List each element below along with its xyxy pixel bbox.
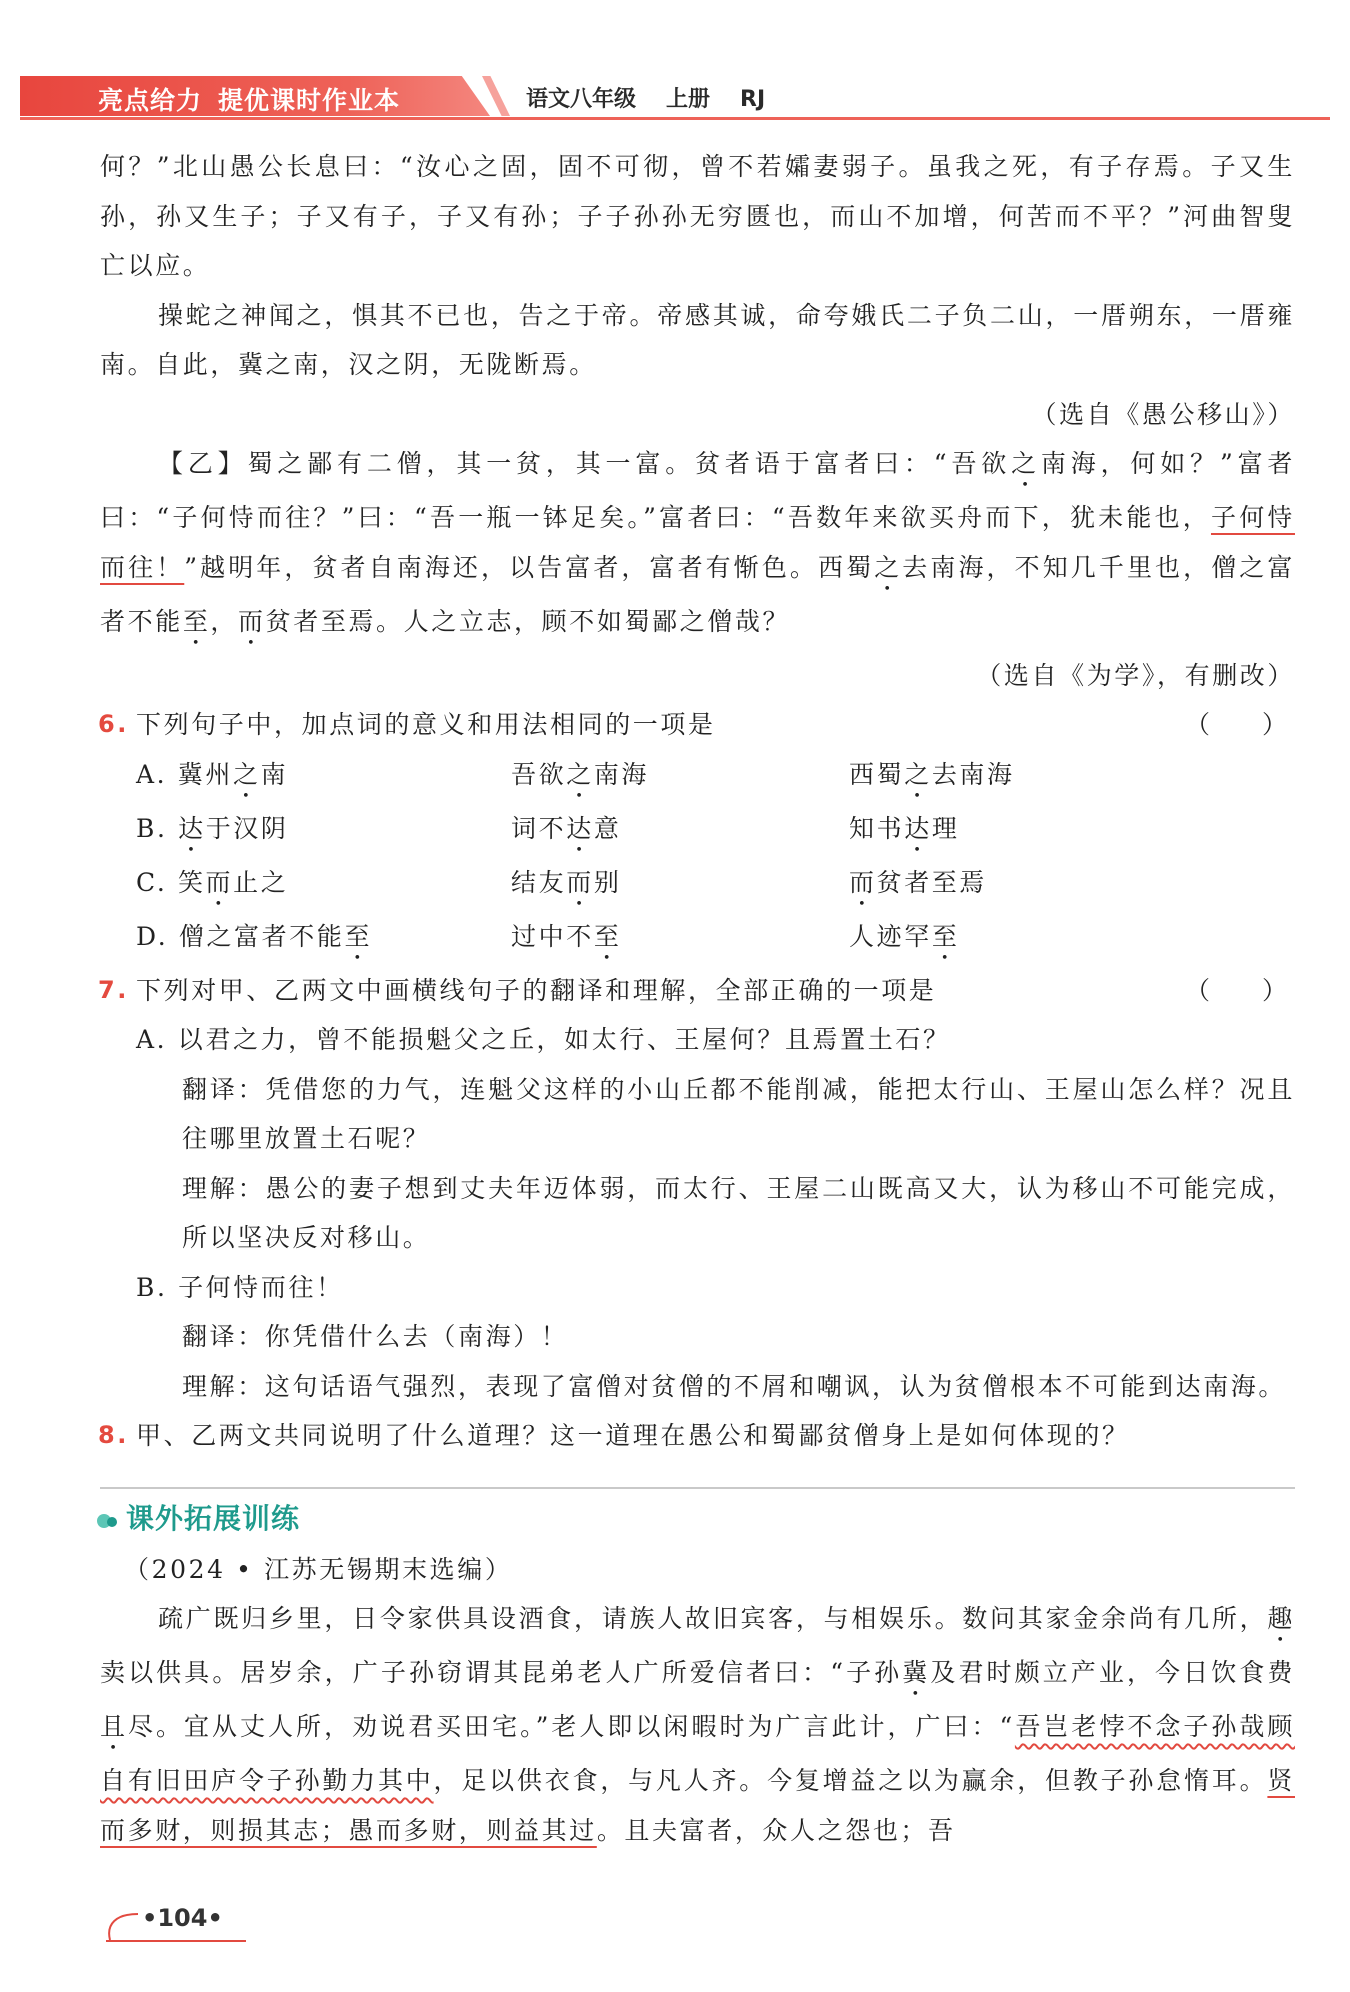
yi-text: 贫者至焉。人之立志，顾不如蜀鄙之僧哉？	[265, 606, 791, 636]
option-row	[100, 858, 1295, 912]
jia-paragraph-1: 何？”北山愚公长息曰：“汝心之固，固不可彻，曾不若孀妻弱子。虽我之死，有子存焉。子又生孙，孙又生子；子又有子，子又有孙；子子孙孙无穷匮也，而山不加增，何苦而不平？”河曲智叟亡以应。	[100, 152, 1295, 280]
dotted-word: 而	[566, 867, 594, 897]
question-6	[100, 700, 1295, 750]
dotted-word: 之	[904, 759, 932, 789]
ext-text: 疏广既归乡里，日令家供具设酒食，请族人故旧宾客，与相娱乐。数问其家金余尚有几所，	[158, 1604, 1268, 1633]
ext-text: 卖以供具。居岁余，广子孙窃谓其昆弟老人广所爱信者曰：“子孙	[100, 1658, 903, 1687]
option-cell	[511, 858, 849, 912]
header-info	[526, 82, 795, 113]
dotted-word: 至	[344, 921, 373, 951]
option-b-understanding: 理解：这句话语气强烈，表现了富僧对贫僧的不屑和嘲讽，认为贫僧根本不可能到达南海。	[182, 1371, 1287, 1401]
underlined-sentence: 贤而多财，则损其志；愚而多财，则益其过	[100, 1766, 1295, 1845]
dotted-word: 达	[904, 813, 932, 843]
dotted-word: 之	[232, 759, 261, 789]
option-cell	[511, 912, 849, 966]
option-cell	[136, 858, 511, 912]
option-text: 人迹罕	[849, 921, 932, 951]
brand-name: 亮点给力	[98, 86, 203, 115]
yi-source: （选自《为学》，有删改）	[976, 660, 1295, 690]
dotted-word: 冀	[902, 1658, 931, 1687]
question-number: 8.	[98, 1421, 130, 1449]
option-cell	[849, 858, 1295, 912]
paren-open: （	[1184, 975, 1210, 1005]
jia-paragraph-2: 操蛇之神闻之，惧其不已也，告之于帝。帝感其诚，命夸娥氏二子负二山，一厝朔东，一厝雍南。自此，冀之南，汉之阴，无陇断焉。	[100, 300, 1295, 379]
option-a-translation: 翻译：凭借您的力气，连魁父这样的小山丘都不能削减，能把太行山、王屋山怎么样？况且往哪里放置土石呢？	[182, 1074, 1295, 1153]
option-sentence: 以君之力，曾不能损魁父之丘，如太行、王屋何？且焉置土石？	[177, 1025, 951, 1054]
ext-text: 及君时颇立产业，今日饮食费	[930, 1658, 1295, 1687]
option-text: 结友	[511, 867, 567, 897]
yi-paragraph	[100, 439, 1295, 651]
option-label: A.	[136, 759, 178, 789]
header-brand	[98, 81, 401, 115]
option-b-translation: 翻译：你凭借什么去（南海）！	[182, 1322, 569, 1351]
option-text: 词不	[511, 813, 567, 843]
question-stem: 下列对甲、乙两文中画横线句子的翻译和理解，全部正确的一项是	[136, 975, 937, 1005]
ext-text: 。且夫富者，众人之怨也；吾	[596, 1815, 956, 1845]
answer-blank[interactable]	[1185, 966, 1287, 1016]
ext-text: 尽。宜从丈人所，劝说君买田宅。”老人即以闲暇时为广言此计，广曰：“	[128, 1712, 1015, 1741]
paren-close: ）	[1261, 710, 1287, 739]
question-6-options	[100, 750, 1295, 966]
footer-swoosh-icon	[102, 1912, 142, 1942]
option-a-understanding: 理解：愚公的妻子想到丈夫年迈体弱，而太行、王屋二山既高又大，认为移山不可能完成，所以坚决反对移山。	[182, 1173, 1295, 1252]
dotted-word: 至	[931, 921, 960, 951]
option-text: 去南海	[931, 759, 1015, 789]
dotted-word: 达	[566, 813, 594, 843]
question-8	[100, 1411, 1295, 1461]
section-title-text: 课外拓展训练	[126, 1501, 301, 1535]
dotted-word: 且	[100, 1712, 129, 1741]
page-header	[20, 76, 1330, 120]
paren-close: ）	[1261, 975, 1287, 1005]
jia-source: （选自《愚公移山》）	[1031, 399, 1295, 429]
ext-text: ，足以供衣食，与凡人齐。今复增益之以为赢余，但教子孙怠惰耳。	[433, 1766, 1268, 1795]
header-rule	[20, 117, 1330, 120]
yi-text: 去南海，不知几千里也，僧之富者不能	[100, 552, 1295, 636]
option-text: 于汉阴	[205, 813, 289, 843]
volume-label: 上册	[666, 87, 711, 112]
dotted-word: 之	[566, 759, 594, 789]
option-text: 别	[593, 867, 622, 897]
option-cell	[136, 750, 511, 804]
wavy-underlined-sentence: 吾岂老悖不念子孙哉顾自有旧田庐令子孙勤力其中	[100, 1712, 1295, 1795]
option-cell	[136, 912, 511, 966]
dotted-word: 而	[849, 867, 877, 897]
option-text: 过中不	[511, 921, 594, 951]
option-label: B.	[136, 813, 179, 843]
edition-label: RJ	[740, 87, 766, 112]
question-stem: 下列句子中，加点词的意义和用法相同的一项是	[136, 710, 716, 739]
option-sentence: 子何恃而往！	[178, 1272, 344, 1302]
dotted-word: 之	[874, 552, 903, 582]
option-text: 止之	[233, 867, 289, 897]
option-cell	[511, 750, 849, 804]
answer-blank[interactable]	[1185, 700, 1287, 750]
question-stem: 甲、乙两文共同说明了什么道理？这一道理在愚公和蜀鄙贫僧身上是如何体现的？	[136, 1421, 1130, 1450]
option-label: B.	[136, 1272, 179, 1302]
dotted-word: 至	[182, 606, 211, 636]
option-text: 吾欲	[511, 759, 567, 789]
question-number: 6.	[98, 710, 130, 738]
option-text: 意	[593, 813, 622, 843]
option-text: 西蜀	[849, 759, 905, 789]
dotted-word: 而	[238, 606, 266, 636]
page-footer	[100, 1904, 250, 1944]
bubble-icon	[96, 1511, 118, 1529]
option-text: 笑	[177, 867, 206, 897]
option-cell	[849, 912, 1295, 966]
option-text: 冀州	[177, 759, 233, 789]
option-cell	[849, 804, 1295, 858]
option-text: 南	[260, 759, 289, 789]
subject-label: 语文八年级	[526, 87, 637, 112]
section-divider	[100, 1487, 1295, 1489]
option-text: 贫者至焉	[876, 867, 988, 897]
question-number: 7.	[98, 975, 130, 1004]
option-text: 南海	[593, 759, 650, 789]
page-content	[100, 142, 1295, 1855]
paren-open: （	[1184, 710, 1210, 739]
section-title	[100, 1493, 1295, 1545]
option-text: 僧之富者不能	[178, 921, 345, 951]
option-label: A.	[136, 1025, 178, 1054]
dotted-word: 而	[205, 867, 234, 897]
dotted-word: 达	[178, 813, 206, 843]
option-row	[100, 804, 1295, 858]
underlined-sentence: 子何恃而往！	[100, 503, 1295, 582]
extension-source: （2024 • 江苏无锡期末选编）	[124, 1554, 513, 1584]
yi-text: ，	[210, 606, 239, 636]
yi-text: 南海，何如？”富者曰：“子何恃而往？”曰：“吾一瓶一钵足矣。”富者曰：“吾数年来欲买舟而下，犹未能也，	[100, 449, 1296, 532]
extension-paragraph	[100, 1594, 1295, 1855]
yi-text: 【乙】蜀之鄙有二僧，其一贫，其一富。贫者语于富者曰：“吾欲	[158, 449, 1012, 478]
dotted-word: 趣	[1267, 1604, 1295, 1633]
option-cell	[136, 804, 511, 858]
option-a	[100, 1015, 1295, 1065]
footer-line	[106, 1940, 246, 1942]
option-label: D.	[136, 921, 179, 951]
dotted-word: 之	[1011, 449, 1041, 478]
option-text: 理	[931, 813, 960, 843]
option-cell	[511, 804, 849, 858]
dotted-word: 至	[593, 921, 622, 951]
yi-text: ”越明年，贫者自南海还，以告富者，富者有惭色。西蜀	[184, 552, 875, 582]
brand-series: 提优课时作业本	[218, 86, 401, 115]
option-text: 知书	[849, 813, 905, 843]
question-7	[100, 966, 1295, 1016]
option-row	[100, 750, 1295, 804]
option-row	[100, 912, 1295, 966]
option-b	[100, 1263, 1295, 1313]
header-band-stripe	[482, 76, 510, 116]
page-number: •104•	[142, 1904, 223, 1932]
option-label: C.	[136, 867, 178, 897]
option-cell	[849, 750, 1295, 804]
